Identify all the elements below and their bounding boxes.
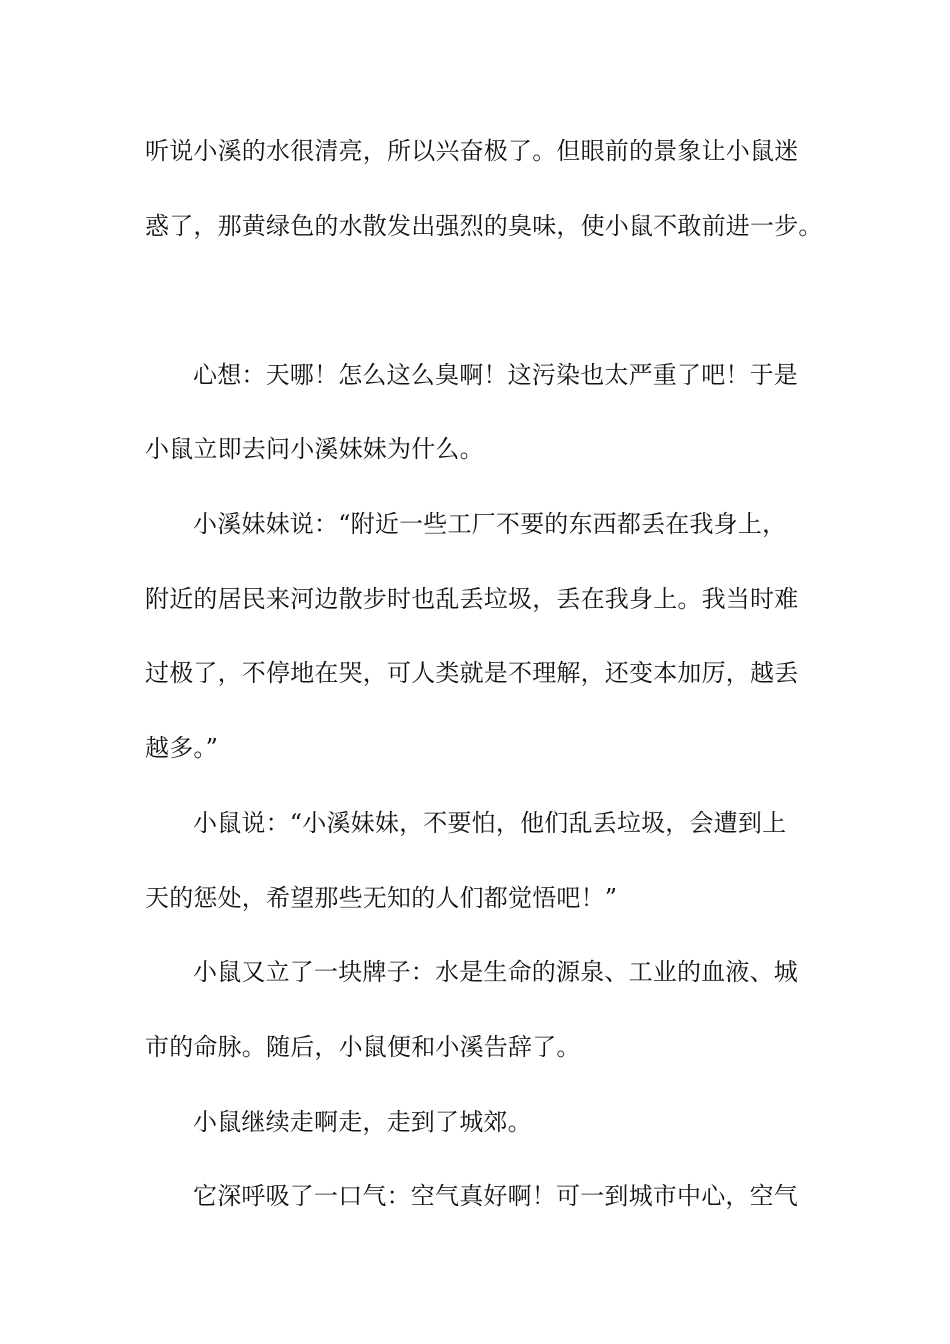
text-line: 小鼠立即去问小溪妹妹为什么。 bbox=[145, 435, 484, 463]
text-line: 过极了，不停地在哭，可人类就是不理解，还变本加厉，越丢 bbox=[145, 659, 799, 687]
text-line: 惑了，那黄绿色的水散发出强烈的臭味，使小鼠不敢前进一步。 bbox=[145, 212, 823, 240]
paragraph-first-line: 心想：天哪！怎么这么臭啊！这污染也太严重了吧！于是 bbox=[193, 361, 798, 389]
text-line: 市的命脉。随后，小鼠便和小溪告辞了。 bbox=[145, 1033, 581, 1061]
paragraph-first-line: 小鼠继续走啊走，走到了城郊。 bbox=[193, 1108, 532, 1136]
paragraph-first-line: 它深呼吸了一口气：空气真好啊！可一到城市中心，空气 bbox=[193, 1182, 798, 1210]
paragraph-first-line: 小鼠又立了一块牌子：水是生命的源泉、工业的血液、城 bbox=[193, 958, 798, 986]
paragraph-first-line: 小溪妹妹说：“附近一些工厂不要的东西都丢在我身上， bbox=[193, 510, 787, 538]
text-line: 附近的居民来河边散步时也乱丢垃圾，丢在我身上。我当时难 bbox=[145, 585, 799, 613]
text-line: 越多。” bbox=[145, 734, 219, 762]
text-line: 听说小溪的水很清亮，所以兴奋极了。但眼前的景象让小鼠迷 bbox=[145, 137, 799, 165]
paragraph-first-line: 小鼠说：“小溪妹妹，不要怕，他们乱丢垃圾，会遭到上 bbox=[193, 809, 787, 837]
text-line: 天的惩处，希望那些无知的人们都觉悟吧！” bbox=[145, 884, 618, 912]
